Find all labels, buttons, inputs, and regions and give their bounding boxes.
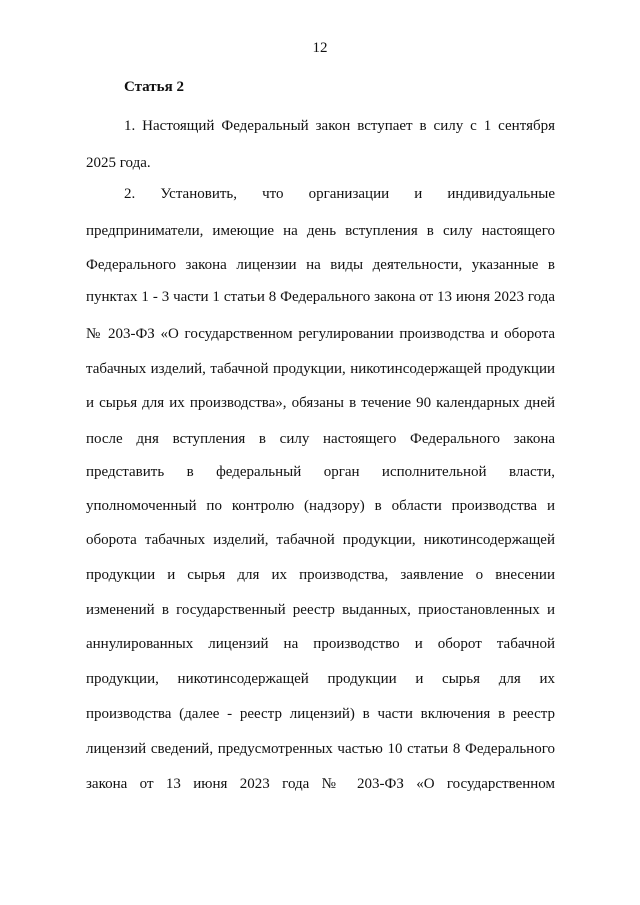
page-number: 12 <box>312 40 328 56</box>
paragraph-line: № 203-ФЗ «О государственном регулировании производства и оборота <box>86 326 555 342</box>
paragraph-line: табачных изделий, табачной продукции, никотинсодержащей продукции <box>86 361 555 377</box>
paragraph-line: продукции, никотинсодержащей продукции и сырья для их <box>86 671 555 687</box>
paragraph-line: представить в федеральный орган исполнительной власти, <box>86 464 555 480</box>
paragraph-line: пунктах 1 - 3 части 1 статьи 8 Федерального закона от 13 июня 2023 года <box>86 289 555 305</box>
paragraph-line: производства (далее - реестр лицензий) в части включения в реестр <box>86 706 555 722</box>
paragraph-line: уполномоченный по контролю (надзору) в области производства и <box>86 498 555 514</box>
paragraph-line: аннулированных лицензий на производство и оборот табачной <box>86 636 555 652</box>
paragraph-line: лицензий сведений, предусмотренных частью 10 статьи 8 Федерального <box>86 741 555 757</box>
paragraph-line: предприниматели, имеющие на день вступления в силу настоящего <box>86 223 555 239</box>
paragraph-line: 1. Настоящий Федеральный закон вступает в силу с 1 сентября <box>124 118 555 134</box>
paragraph-line: закона от 13 июня 2023 года № 203-ФЗ «О государственном <box>86 776 555 792</box>
paragraph-line: после дня вступления в силу настоящего Федерального закона <box>86 431 555 447</box>
paragraph-line: продукции и сырья для их производства, заявление о внесении <box>86 567 555 583</box>
paragraph-line: изменений в государственный реестр выданных, приостановленных и <box>86 602 555 618</box>
paragraph-line: оборота табачных изделий, табачной продукции, никотинсодержащей <box>86 532 555 548</box>
paragraph-line: Федерального закона лицензии на виды деятельности, указанные в <box>86 257 555 273</box>
article-heading: Статья 2 <box>124 79 184 95</box>
paragraph-line: 2025 года. <box>86 155 151 171</box>
paragraph-line: 2. Установить, что организации и индивидуальные <box>124 186 555 202</box>
paragraph-line: и сырья для их производства», обязаны в течение 90 календарных дней <box>86 395 555 411</box>
